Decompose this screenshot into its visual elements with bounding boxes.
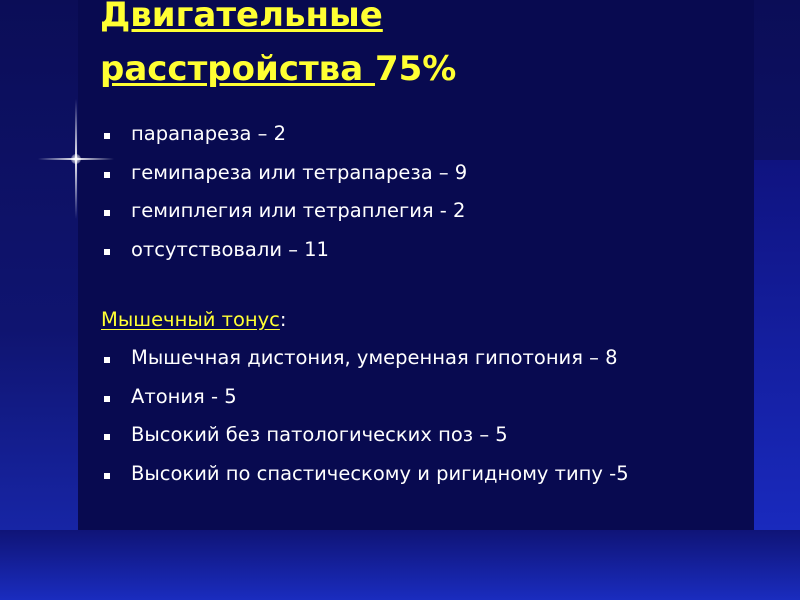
- list-item: [104, 455, 629, 494]
- muscle-tone-label: Мышечный тонус: [101, 308, 280, 331]
- list-item-text: Мышечная дистония, умеренная гипотония – 8: [131, 346, 618, 369]
- square-bullet-icon: [104, 473, 110, 479]
- muscle-tone-heading: [101, 301, 286, 339]
- list-item: [104, 339, 629, 378]
- slide-title: [100, 0, 456, 96]
- title-line-1: Двигательные: [100, 0, 383, 35]
- list-item: [104, 154, 467, 193]
- list-item-text: отсутствовали – 11: [131, 237, 329, 261]
- list-item: [104, 192, 467, 231]
- bottom-glow-band: [0, 530, 800, 600]
- list-item-text: Атония - 5: [131, 384, 237, 408]
- muscle-tone-colon: :: [279, 308, 287, 331]
- list-item: [104, 416, 629, 455]
- list-item: [104, 115, 467, 154]
- list-item: [104, 378, 629, 417]
- list-item-text: Высокий без патологических поз – 5: [131, 423, 508, 446]
- muscle-tone-list: [104, 339, 629, 493]
- list-item: [104, 231, 467, 270]
- motor-disorders-list: [104, 115, 467, 269]
- square-bullet-icon: [104, 396, 110, 402]
- list-item-text: гемиплегия или тетраплегия - 2: [131, 199, 466, 222]
- square-bullet-icon: [104, 172, 110, 178]
- square-bullet-icon: [104, 249, 110, 255]
- square-bullet-icon: [104, 434, 110, 440]
- title-line-2: расстройства: [100, 49, 375, 89]
- list-item-text: парапареза – 2: [131, 122, 286, 145]
- list-item-text: Высокий по спастическому и ригидному типу -5: [131, 461, 629, 485]
- square-bullet-icon: [104, 133, 110, 139]
- title-percent: 75%: [374, 49, 457, 89]
- square-bullet-icon: [104, 210, 110, 216]
- square-bullet-icon: [104, 357, 110, 363]
- list-item-text: гемипареза или тетрапареза – 9: [131, 160, 468, 184]
